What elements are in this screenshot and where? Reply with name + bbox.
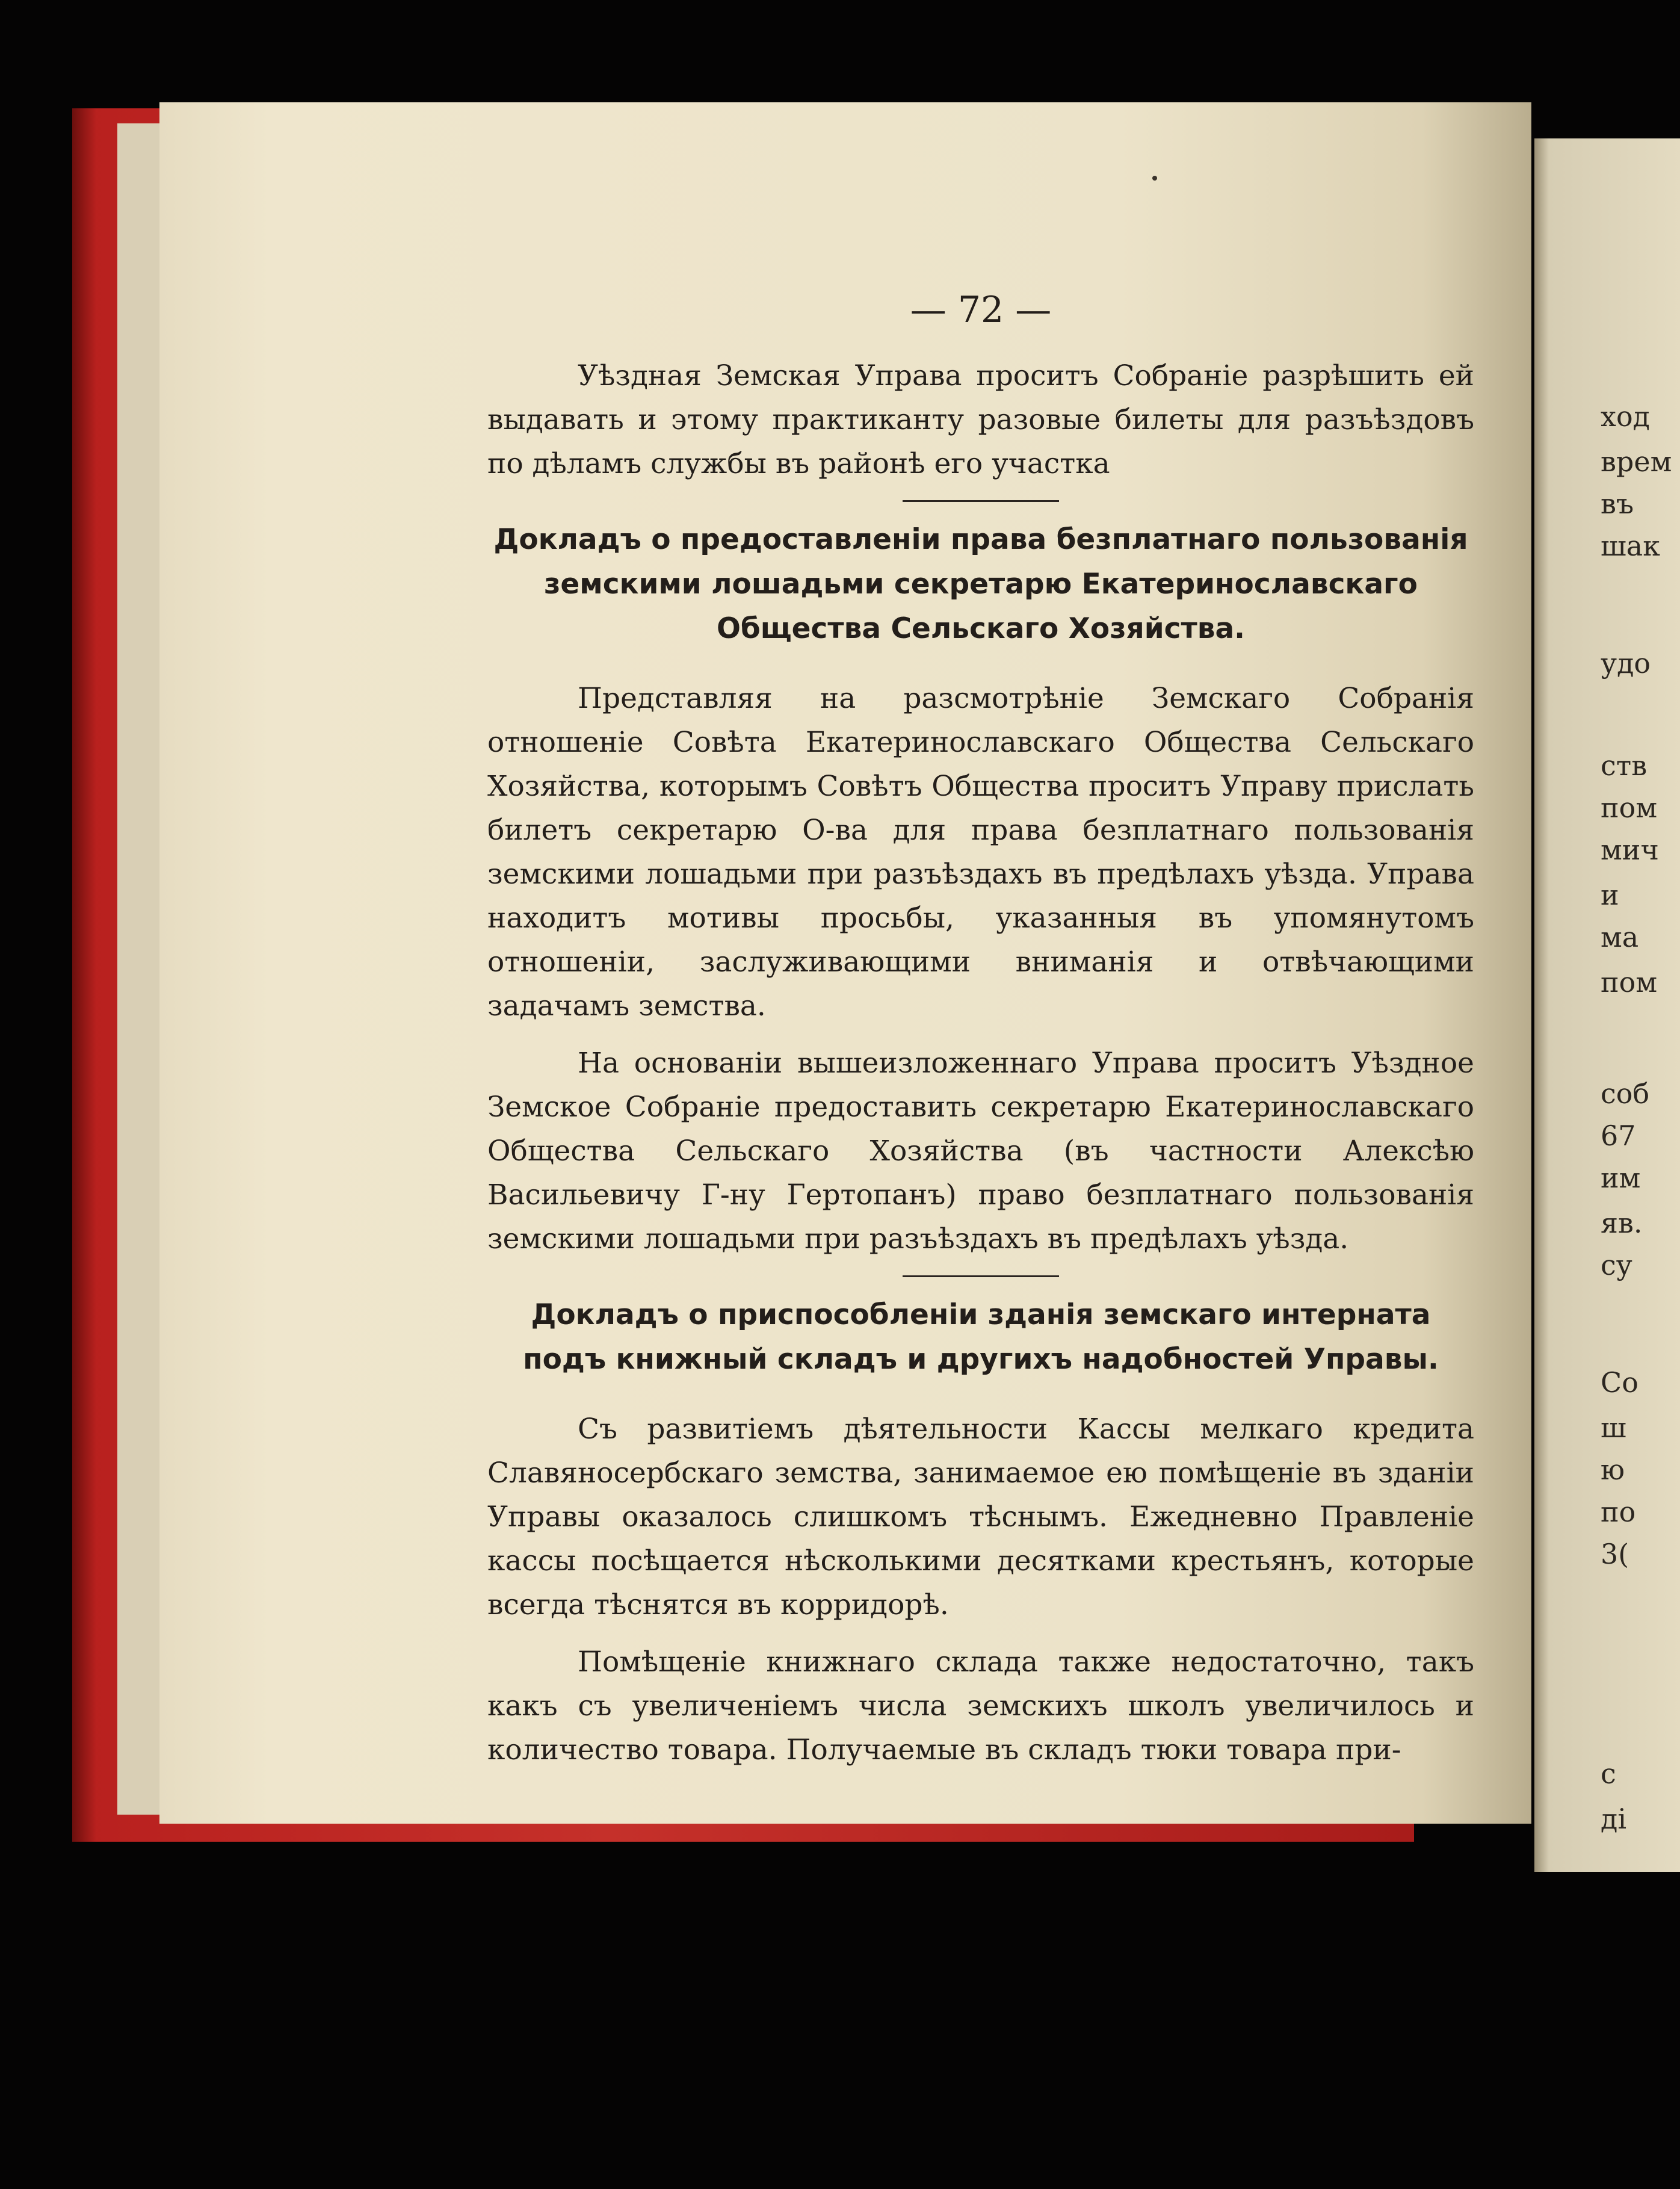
facing-fragment: удо bbox=[1601, 647, 1651, 680]
paper-speck bbox=[1152, 176, 1157, 181]
section-heading: Докладъ о приспособленіи зданія земскаго интерната подъ книжный складъ и другихъ надобностей Управы. bbox=[523, 1298, 1439, 1376]
paragraph: Помѣщеніе книжнаго склада также недостаточно, такъ какъ съ увеличеніемъ числа земскихъ школъ увеличилось и количество товара. Получаемые въ складъ тюки товара при- bbox=[487, 1646, 1474, 1766]
section-heading: Докладъ о предоставленіи права безплатнаго пользованія земскими лошадьми секретарю Екатеринославскаго Общества Сельскаго Хозяйства. bbox=[493, 523, 1468, 645]
facing-fragment: ма bbox=[1601, 921, 1639, 953]
facing-fragment: яв. bbox=[1601, 1207, 1643, 1239]
paragraph-gap bbox=[487, 1627, 1474, 1640]
facing-fragment: пом bbox=[1601, 791, 1658, 824]
paragraph-gap bbox=[487, 1028, 1474, 1041]
facing-fragment: су bbox=[1601, 1249, 1632, 1281]
facing-page-edge bbox=[1534, 138, 1680, 1872]
facing-fragment: ю bbox=[1601, 1454, 1625, 1486]
paragraph: На основаніи вышеизложеннаго Управа проситъ Уѣздное Земское Собраніе предоставить секретарю Екатеринославскаго Общества Сельскаго Хозяйства (въ частности Алексѣю Васильевичу Г-ну Гертопанъ) право безплатнаго пользованія земскими лошадьми при разъѣздахъ въ предѣлахъ уѣзда. bbox=[487, 1047, 1474, 1256]
page-content bbox=[487, 289, 1474, 1772]
facing-fragment: ді bbox=[1601, 1803, 1627, 1835]
paragraph: Представляя на разсмотрѣніе Земскаго Собранія отношеніе Совѣта Екатеринославскаго Общества Сельскаго Хозяйства, которымъ Совѣтъ Общества проситъ Управу прислать билетъ секретарю О-ва для права безплатнаго пользованія земскими лошадьми при разъѣздахъ въ предѣлахъ уѣзда. Управа находитъ мотивы просьбы, указанныя въ упомянутомъ отношеніи, заслуживающими вниманія и отвѣчающими задачамъ земства. bbox=[487, 682, 1474, 1023]
facing-fragment: пом bbox=[1601, 966, 1658, 999]
facing-fragment: ш bbox=[1601, 1411, 1626, 1444]
facing-fragment: Со bbox=[1601, 1366, 1638, 1399]
facing-fragment: шак bbox=[1601, 530, 1660, 562]
facing-fragment: врем bbox=[1601, 445, 1672, 478]
facing-fragment: ход bbox=[1601, 400, 1650, 433]
section-divider bbox=[903, 1275, 1059, 1277]
facing-fragment: с bbox=[1601, 1757, 1616, 1790]
cover-edge-shadow bbox=[72, 108, 96, 1842]
facing-fragment: им bbox=[1601, 1162, 1641, 1194]
paragraph: Съ развитіемъ дѣятельности Кассы мелкаго кредита Славяносербскаго земства, занимаемое ею помѣщеніе въ зданіи Управы оказалось слишкомъ тѣснымъ. Ежедневно Правленіе кассы посѣщается нѣсколькими десятками крестьянъ, которые всегда тѣснятся въ корридорѣ. bbox=[487, 1413, 1474, 1621]
paragraph: Уѣздная Земская Управа проситъ Собраніе разрѣшить ей выдавать и этому практиканту разовые билеты для разъѣздовъ по дѣламъ службы въ районѣ его участка bbox=[487, 359, 1474, 480]
page-number: — 72 — bbox=[910, 289, 1052, 331]
facing-fragment: мич bbox=[1601, 834, 1659, 866]
facing-fragment: въ bbox=[1601, 488, 1634, 520]
section-divider bbox=[903, 500, 1059, 502]
facing-fragment: 3( bbox=[1601, 1538, 1629, 1570]
facing-fragment: ств bbox=[1601, 749, 1648, 782]
facing-fragment: соб bbox=[1601, 1077, 1650, 1110]
facing-fragment: 67 bbox=[1601, 1119, 1636, 1152]
facing-fragment: по bbox=[1601, 1496, 1636, 1528]
facing-fragment: и bbox=[1601, 879, 1619, 911]
